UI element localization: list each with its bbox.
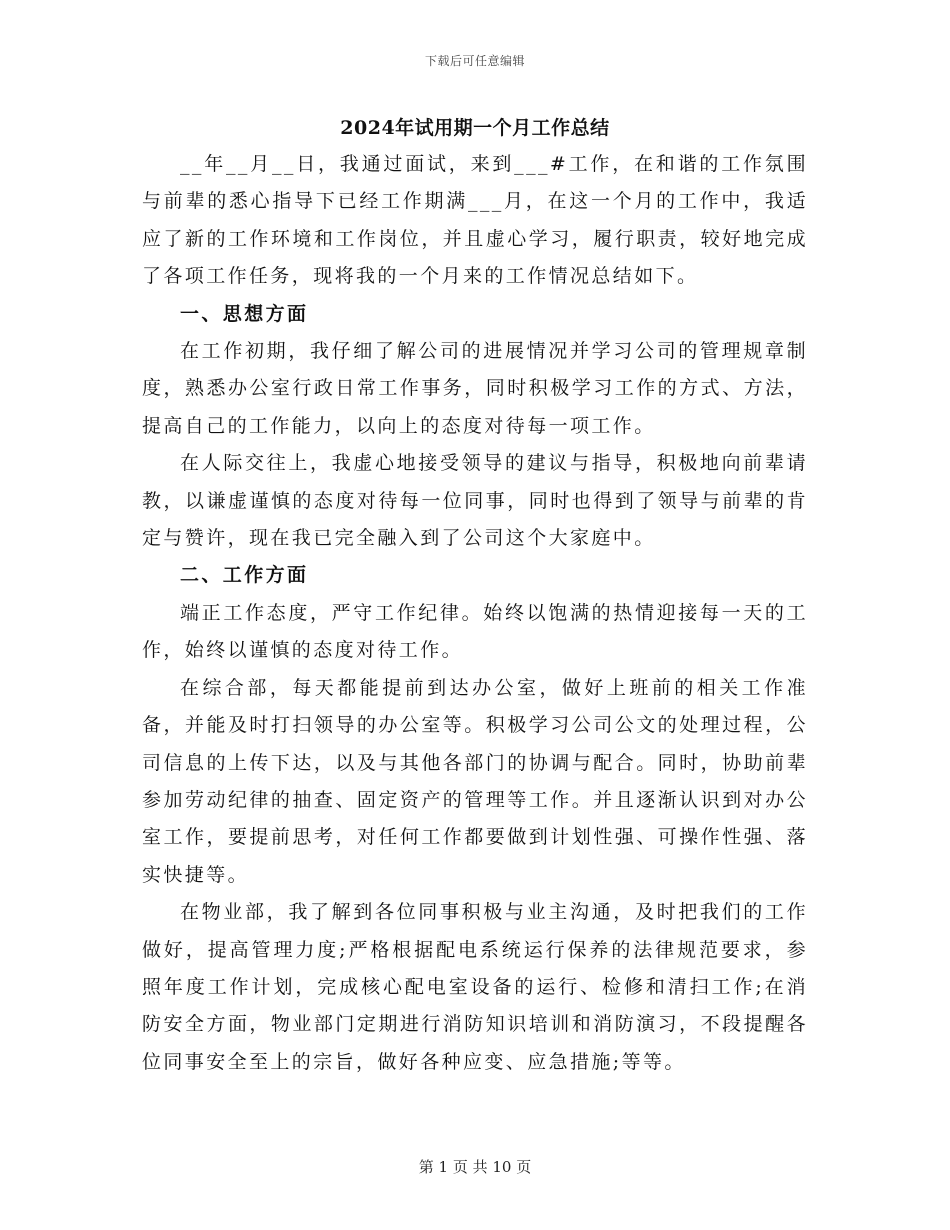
header-note: 下载后可任意编辑	[424, 54, 525, 68]
paragraph: 端正工作态度，严守工作纪律。始终以饱满的热情迎接每一天的工作，始终以谨慎的态度对待工作。	[142, 601, 808, 662]
section-heading-work: 二、工作方面	[180, 564, 309, 587]
section-heading-thought: 一、思想方面	[180, 302, 309, 325]
page-footer: 第 1 页 共 10 页	[418, 1158, 532, 1176]
paragraph: 在工作初期，我仔细了解公司的进展情况并学习公司的管理规章制度，熟悉办公室行政日常工作事务，同时积极学习工作的方式、方法，提高自己的工作能力，以向上的态度对待每一项工作。	[142, 340, 808, 437]
paragraph: 在物业部，我了解到各位同事积极与业主沟通，及时把我们的工作做好，提高管理力度;严格根据配电系统运行保养的法律规范要求，参照年度工作计划，完成核心配电室设备的运行、检修和清扫工作;在消防安全方面，物业部门定期进行消防知识培训和消防演习，不段提醒各位同事安全至上的宗旨，做好各种应变、应急措施;等等。	[142, 901, 808, 1073]
paragraph: 在人际交往上，我虚心地接受领导的建议与指导，积极地向前辈请教，以谦虚谨慎的态度对待每一位同事，同时也得到了领导与前辈的肯定与赞许，现在我已完全融入到了公司这个大家庭中。	[142, 452, 808, 550]
intro-paragraph: __年__月__日，我通过面试，来到___#工作，在和谐的工作氛围与前辈的悉心指导下已经工作期满___月，在这一个月的工作中，我适应了新的工作环境和工作岗位，并且虚心学习，履行职责，较好地完成了各项工作任务，现将我的一个月来的工作情况总结如下。	[142, 153, 808, 288]
document-title: 2024年试用期一个月工作总结	[340, 117, 610, 139]
document-body	[142, 146, 808, 1081]
paragraph: 在综合部，每天都能提前到达办公室，做好上班前的相关工作准备，并能及时打扫领导的办公室等。积极学习公司公文的处理过程，公司信息的上传下达，以及与其他各部门的协调与配合。同时，协助前辈参加劳动纪律的抽查、固定资产的管理等工作。并且逐渐认识到对办公室工作，要提前思考，对任何工作都要做到计划性强、可操作性强、落实快捷等。	[142, 676, 808, 886]
